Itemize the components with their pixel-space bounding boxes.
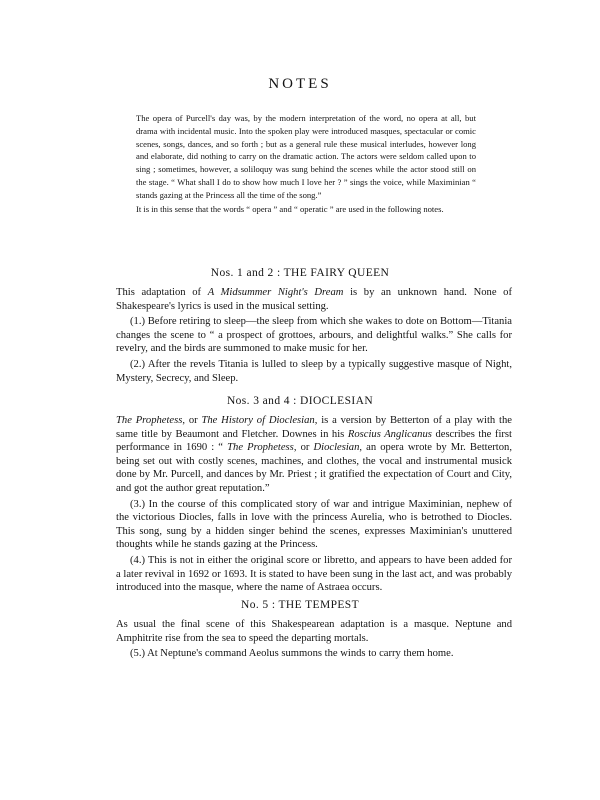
- section-dioclesian: [116, 414, 512, 595]
- section-tempest: [116, 618, 512, 661]
- section-heading-dioclesian: Nos. 3 and 4 : DIOCLESIAN: [226, 395, 374, 407]
- intro-note: [136, 112, 476, 215]
- paragraph: The Prophetess, or The History of Dioclesian, is a version by Betterton of a play with the same title by Beaumont and Fletcher. Downes in his Roscius Anglicanus describes the first performance in 1690 : “ The Prophetess, or Dioclesian, an opera wrote by Mr. Betterton, being set out with costly scenes, machines, and clothes, the vocal and instrumental musick done by Mr. Purcell, and dances by Mr. Priest ; it gratified the expectation of Court and City, and got the author great reputation.”: [116, 415, 512, 494]
- work-title: A Midsummer Night's Dream: [207, 287, 344, 298]
- paragraph: This adaptation of A Midsummer Night's Dream is by an unknown hand. None of Shakespeare's lyrics is used in the musical setting.: [116, 287, 512, 312]
- intro-paragraph: It is in this sense that the words “ opera ” and “ operatic ” are used in the following notes.: [136, 203, 444, 214]
- section-fairy-queen: [116, 286, 512, 385]
- section-heading-fairy-queen: Nos. 1 and 2 : THE FAIRY QUEEN: [210, 267, 390, 279]
- note-4: (4.) This is not in either the original score or libretto, and appears to have been added for a later revival in 1692 or 1693. It is stated to have been sung in the last act, and was probably introduced into the masque, where the name of Astraea occurs.: [116, 554, 512, 594]
- note-3: (3.) In the course of this complicated story of war and intrigue Maximinian, nephew of the victorious Diocles, falls in love with the princess Aurelia, who is betrothed to Diocles. This song, sung by a hidden singer behind the scenes, expresses Maximinian's unuttered thoughts while he stands gazing at the Princess.: [116, 498, 512, 551]
- note-2: (2.) After the revels Titania is lulled to sleep by a typically suggestive masque of Night, Mystery, Secrecy, and Sleep.: [116, 358, 512, 384]
- intro-paragraph: The opera of Purcell's day was, by the modern interpretation of the word, no opera at all, but drama with incidental music. Into the spoken play were introduced masques, spectacular or comic scenes, songs, dances, and so forth ; but as a general rule these musical interludes, however long and elaborate, did nothing to carry on the dramatic action. The actors were seldom called upon to sing ; sometimes, however, a soliloquy was sung behind the scenes while the actor stood still on the stage. “ What shall I do to show how much I love her ? ” sings the voice, while Maximinian “ stands gazing at the Princess all the time of the song.”: [136, 113, 476, 200]
- note-1: (1.) Before retiring to sleep—the sleep from which she wakes to dote on Bottom—Titania changes the scene to “ a prospect of grottoes, arbours, and delightful walks.” She calls for revelry, and the birds are summoned to make music for her.: [116, 316, 512, 355]
- page-title: NOTES: [268, 76, 332, 92]
- paragraph: As usual the final scene of this Shakespearean adaptation is a masque. Neptune and Amphitrite rise from the sea to speed the departing mortals.: [116, 619, 512, 644]
- note-5: (5.) At Neptune's command Aeolus summons the winds to carry them home.: [130, 648, 454, 660]
- section-heading-tempest: No. 5 : THE TEMPEST: [240, 599, 360, 611]
